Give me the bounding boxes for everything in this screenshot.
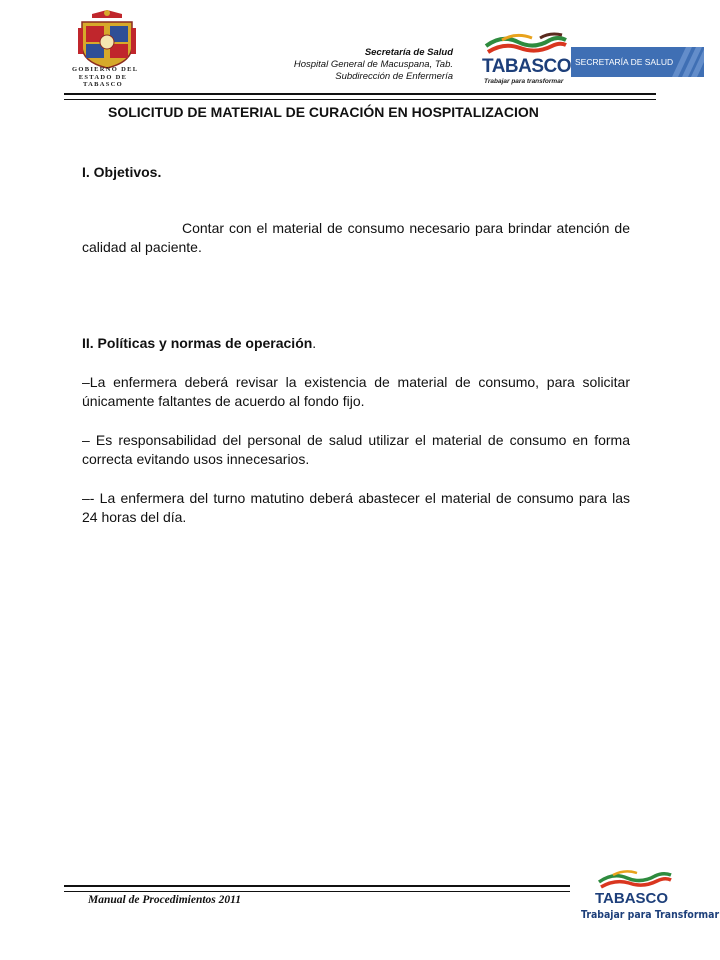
shield-caption-line: TABASCO bbox=[82, 81, 124, 88]
tabasco-tagline: Trabajar para transformar bbox=[484, 78, 564, 85]
objective-paragraph: Contar con el material de consumo necesario para brindar atención de calidad al paciente. bbox=[82, 220, 630, 255]
footer-tabasco-logo bbox=[575, 868, 720, 928]
footer-tabasco-tagline: Trabajar para Transformar bbox=[581, 908, 720, 921]
document-title: SOLICITUD DE MATERIAL DE CURACIÓN EN HOSPITALIZACION bbox=[108, 104, 539, 120]
section-policies-period: . bbox=[312, 335, 317, 351]
shield-caption-line: GOBIERNO DEL bbox=[72, 66, 139, 73]
tabasco-wordmark: TABASCO bbox=[482, 56, 572, 77]
header-divider bbox=[64, 93, 656, 100]
shield-caption bbox=[72, 66, 139, 89]
footer-tabasco-wordmark: TABASCO bbox=[595, 890, 669, 907]
section-objectives-heading: I. Objetivos. bbox=[82, 164, 162, 180]
secretaria-salud-banner bbox=[571, 47, 704, 77]
policy-item: – Es responsabilidad del personal de salud utilizar el material de consumo en forma correcta evitando usos innecesarios. bbox=[82, 432, 630, 467]
manual-label: Manual de Procedimientos 2011 bbox=[88, 894, 242, 906]
footer-divider bbox=[64, 885, 570, 892]
shield-emblem-icon bbox=[72, 8, 142, 70]
section-policies-heading bbox=[82, 334, 630, 353]
policy-item: –La enfermera deberá revisar la existencia de material de consumo, para solicitar únicamente faltantes de acuerdo al fondo fijo. bbox=[82, 374, 630, 409]
tabasco-logo bbox=[480, 32, 570, 87]
shield-caption-line: ESTADO DE bbox=[78, 73, 128, 81]
policy-item: –- La enfermera del turno matutino deberá abastecer el material de consumo para las 24 horas del día. bbox=[82, 490, 630, 525]
tabasco-swoosh-icon bbox=[480, 32, 570, 58]
hospital-name: Hospital General de Macuspana, Tab. bbox=[293, 59, 453, 70]
section-policies-title: II. Políticas y normas de operación bbox=[82, 335, 313, 351]
organization-info bbox=[294, 47, 453, 83]
footer-swoosh-icon bbox=[575, 868, 685, 892]
secretaria-salud-label: SECRETARÍA DE SALUD bbox=[575, 57, 674, 67]
department-name: Subdirección de Enfermería bbox=[335, 71, 453, 82]
org-name: Secretaría de Salud bbox=[364, 47, 453, 58]
